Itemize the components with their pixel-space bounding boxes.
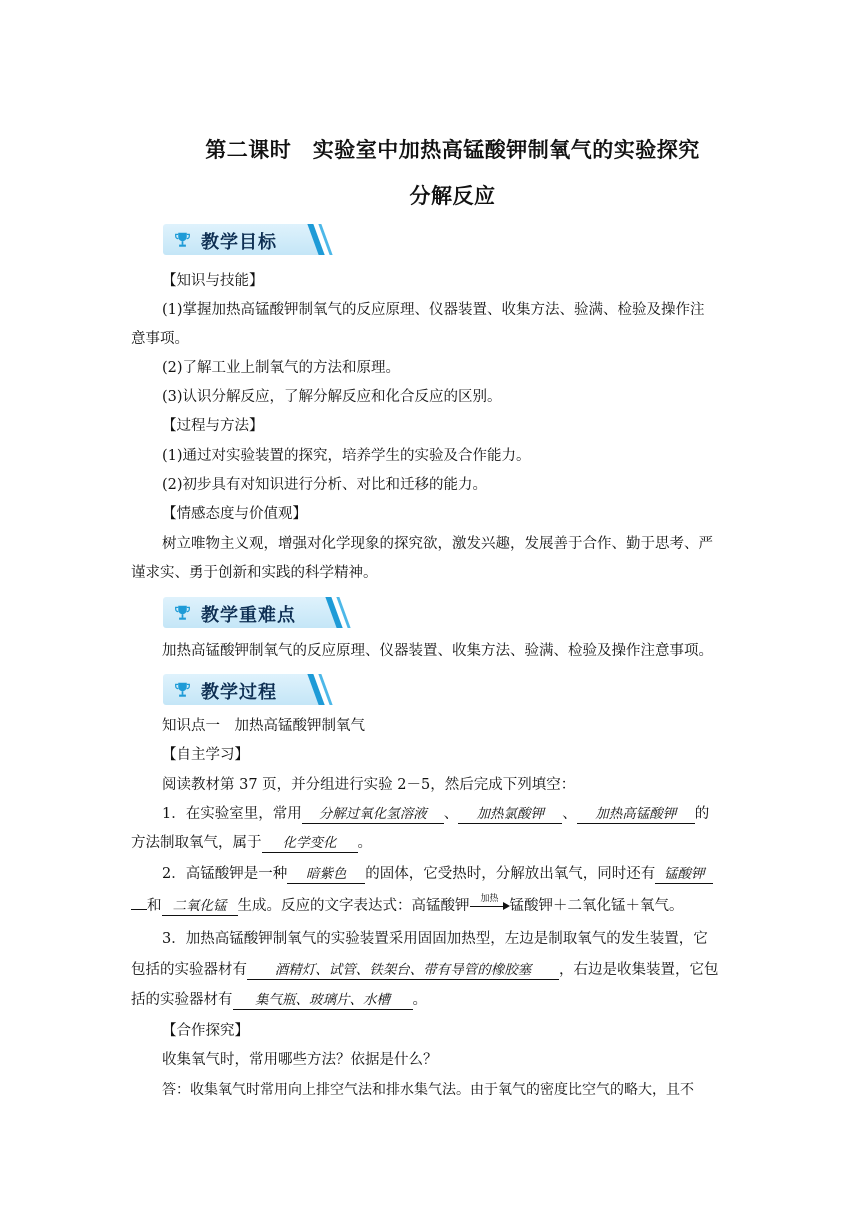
- q3-text: 括的实验器材有: [131, 992, 233, 1008]
- q3-text: 包括的实验器材有: [131, 962, 247, 978]
- q1-text: 。: [357, 835, 372, 851]
- goal-paragraph: (1)通过对实验装置的探究，培养学生的实验及合作能力。: [162, 448, 531, 464]
- question-2-line-2: [131, 896, 684, 916]
- heading-self-study: 【自主学习】: [162, 747, 249, 763]
- q2-text: 2．高锰酸钾是一种: [162, 866, 288, 882]
- heading-knowledge: 【知识与技能】: [162, 273, 264, 289]
- question-1-line-2: [131, 833, 372, 853]
- q1-sep: 、: [443, 806, 459, 822]
- q2-blank-2: 锰酸钾: [655, 866, 713, 884]
- q2-products: 锰酸钾＋二氧化锰＋氧气。: [509, 898, 684, 914]
- question-3-line-2: [131, 960, 719, 980]
- question-3-line-1: 3．加热高锰酸钾制氧气的实验装置采用固固加热型，左边是制取氧气的发生装置，它: [162, 931, 708, 947]
- q1-blank-4: 化学变化: [262, 835, 358, 853]
- q2-text: 的固体，它受热时，分解放出氧气，同时还有: [365, 866, 656, 882]
- q1-blank-1: 分解过氧化氢溶液: [302, 806, 444, 824]
- heading-cooperation: 【合作探究】: [162, 1023, 249, 1039]
- goal-paragraph: 谨求实、勇于创新和实践的科学精神。: [131, 565, 378, 581]
- goal-paragraph: (1)掌握加热高锰酸钾制氧气的反应原理、仪器装置、收集方法、验满、检验及操作注: [162, 302, 705, 318]
- q1-blank-2: 加热氯酸钾: [458, 806, 562, 824]
- q3-blank-2: 集气瓶、玻璃片、水槽: [233, 992, 413, 1010]
- section-banner-key-points: [163, 597, 343, 628]
- banner-label: 教学过程: [201, 682, 277, 703]
- q2-text: 和: [147, 898, 162, 914]
- q1-blank-3: 加热高锰酸钾: [577, 806, 695, 824]
- q2-text: 生成。反应的文字表达式：高锰酸钾: [237, 898, 470, 914]
- q1-text: 的: [694, 806, 710, 822]
- heading-process-method: 【过程与方法】: [162, 418, 264, 434]
- banner-label: 教学目标: [201, 232, 277, 253]
- trophy-icon: [174, 231, 191, 248]
- q3-blank-1: 酒精灯、试管、铁架台、带有导管的橡胶塞: [247, 962, 559, 980]
- q3-text: ，右边是收集装置，它包: [559, 962, 719, 978]
- section-banner-process: [163, 674, 325, 705]
- page-subtitle: 分解反应: [409, 184, 496, 208]
- q1-sep: 、: [562, 806, 577, 822]
- reaction-condition: 加热: [480, 894, 499, 904]
- question-1-line-1: [162, 804, 709, 824]
- section-banner-goals: [163, 224, 325, 255]
- heading-attitude: 【情感态度与价值观】: [162, 506, 307, 522]
- goal-paragraph: 树立唯物主义观，增强对化学现象的探究欲，激发兴趣，发展善于合作、勤于思考、严: [162, 536, 713, 552]
- q1-text: 1．在实验室里，常用: [162, 806, 302, 822]
- key-points-text: 加热高锰酸钾制氧气的反应原理、仪器装置、收集方法、验满、检验及操作注意事项。: [162, 643, 713, 659]
- intro-text: 阅读教材第 37 页，并分组进行实验 2－5，然后完成下列填空：: [162, 777, 576, 793]
- cooperation-answer: 答：收集氧气时常用向上排空气法和排水集气法。由于氧气的密度比空气的略大，且不: [162, 1082, 694, 1098]
- knowledge-point-1: 知识点一 加热高锰酸钾制氧气: [162, 718, 365, 734]
- trophy-icon: [174, 681, 191, 698]
- question-2-line-1: [162, 864, 713, 884]
- goal-paragraph: (3)认识分解反应，了解分解反应和化合反应的区别。: [162, 389, 502, 405]
- q2-blank-3: 二氧化锰: [162, 898, 238, 916]
- reaction-arrow: [470, 894, 510, 913]
- q1-text: 方法制取氧气，属于: [131, 835, 262, 851]
- cooperation-question: 收集氧气时，常用哪些方法？依据是什么？: [162, 1052, 438, 1068]
- trophy-icon: [174, 604, 191, 621]
- q2-blank-2-cont: [131, 909, 147, 910]
- page-title: 第二课时 实验室中加热高锰酸钾制氧气的实验探究: [205, 138, 700, 162]
- goal-paragraph: 意事项。: [131, 331, 189, 347]
- q2-blank-1: 暗紫色: [287, 866, 365, 884]
- banner-label: 教学重难点: [201, 605, 296, 626]
- q3-text: 。: [412, 992, 427, 1008]
- question-3-line-3: [131, 990, 427, 1010]
- goal-paragraph: (2)了解工业上制氧气的方法和原理。: [162, 360, 401, 376]
- goal-paragraph: (2)初步具有对知识进行分析、对比和迁移的能力。: [162, 477, 488, 493]
